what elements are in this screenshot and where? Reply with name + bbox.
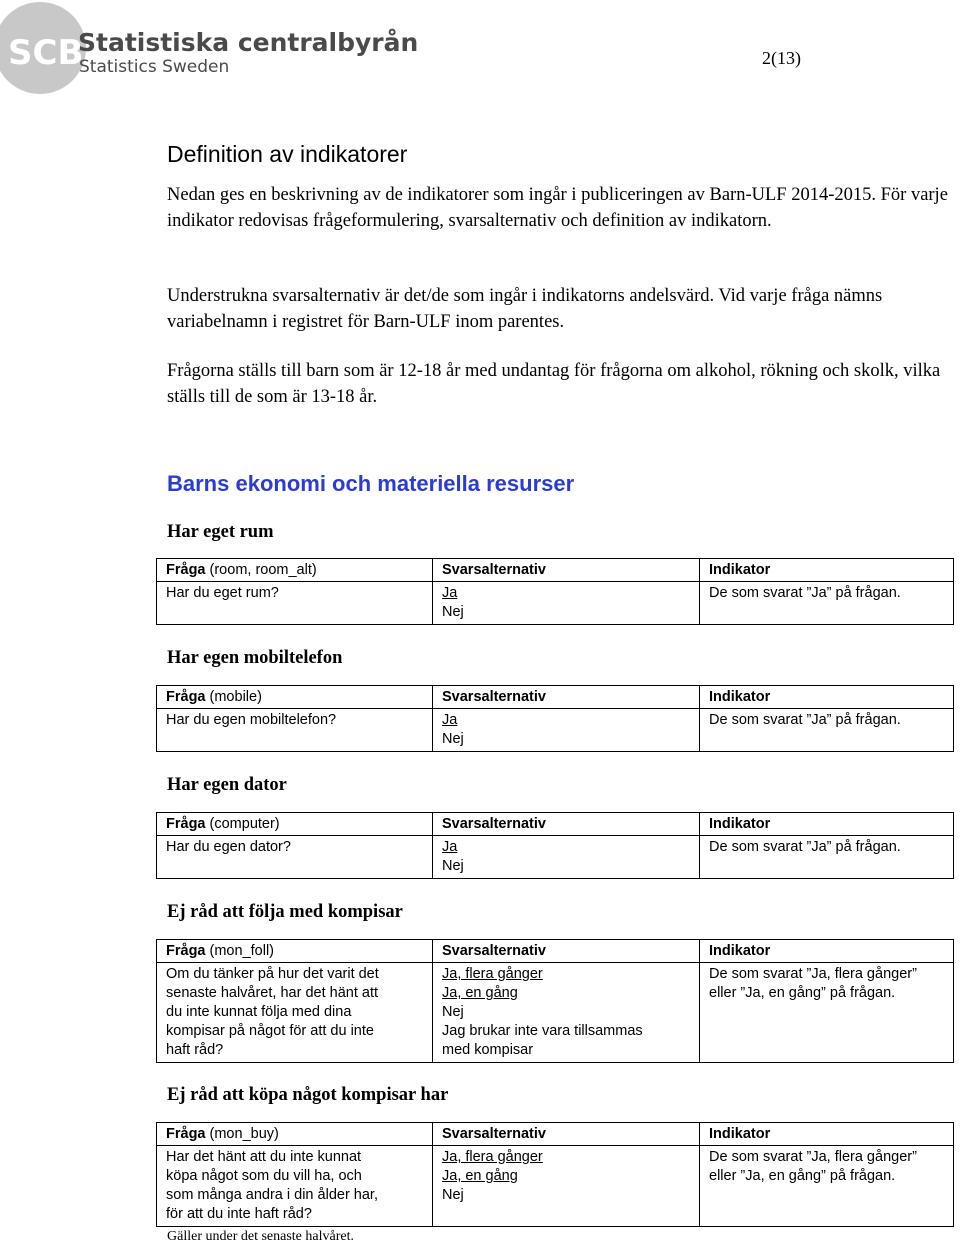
- indicator-title: Ej råd att följa med kompisar: [167, 902, 403, 922]
- header-indikator: Indikator: [700, 559, 954, 582]
- question-cell: Har du eget rum?: [157, 582, 433, 625]
- indicator-title: Har egen mobiltelefon: [167, 648, 343, 668]
- option: Nej: [442, 858, 464, 874]
- header-fraga: Fråga (room, room_alt): [157, 559, 433, 582]
- question-cell: Om du tänker på hur det varit det senaste halvåret, har det hänt att du inte kunnat följa med dina kompisar på något för att du inte haft råd?: [157, 963, 433, 1063]
- indicator-cell: De som svarat ”Ja” på frågan.: [700, 582, 954, 625]
- header-svarsalternativ: Svarsalternativ: [433, 686, 700, 709]
- intro-paragraph-2: Understrukna svarsalternativ är det/de som ingår i indikatorns andelsvärd. Vid varje fråga nämns variabelnamn i registret för Barn-ULF inom parentes.: [167, 286, 883, 332]
- page-heading: Definition av indikatorer: [167, 141, 408, 167]
- footnote: Gäller under det senaste halvåret.: [167, 1229, 354, 1244]
- page-number: 2(13): [762, 48, 801, 68]
- indicator-cell: De som svarat ”Ja, flera gånger” eller ”Ja, en gång” på frågan.: [700, 963, 954, 1063]
- indicator-cell: De som svarat ”Ja” på frågan.: [700, 836, 954, 879]
- indicator-cell: De som svarat ”Ja” på frågan.: [700, 709, 954, 752]
- header-fraga: Fråga (computer): [157, 813, 433, 836]
- scb-emblem-icon: [0, 0, 84, 100]
- indicator-table: [156, 685, 954, 752]
- options-cell: [433, 836, 700, 879]
- option: med kompisar: [442, 1042, 534, 1058]
- indicator-title: Har egen dator: [167, 775, 287, 795]
- header-fraga: Fråga (mobile): [157, 686, 433, 709]
- question-cell: Har det hänt att du inte kunnat köpa något som du vill ha, och som många andra i din ålder har, för att du inte haft råd?: [157, 1146, 433, 1227]
- intro-paragraph-1: Nedan ges en beskrivning av de indikatorer som ingår i publiceringen av Barn-ULF 2014-2015. För varje indikator redovisas frågeformulering, svarsalternativ och definition av indikatorn.: [167, 185, 948, 231]
- svg-text:SCB: SCB: [8, 33, 84, 73]
- option: Jag brukar inte vara tillsammas: [442, 1023, 643, 1039]
- logo-subtitle: Statistics Sweden: [79, 57, 230, 77]
- header-fraga: Fråga (mon_foll): [157, 940, 433, 963]
- option-underlined: Ja: [442, 712, 458, 728]
- header-indikator: Indikator: [700, 1123, 954, 1146]
- option-underlined: Ja, en gång: [442, 985, 518, 1001]
- option: Nej: [442, 731, 464, 747]
- header-svarsalternativ: Svarsalternativ: [433, 813, 700, 836]
- option-underlined: Ja, en gång: [442, 1168, 518, 1184]
- indicator-cell: De som svarat ”Ja, flera gånger” eller ”Ja, en gång” på frågan.: [700, 1146, 954, 1227]
- header-svarsalternativ: Svarsalternativ: [433, 940, 700, 963]
- option-underlined: Ja, flera gånger: [442, 966, 543, 982]
- question-cell: Har du egen dator?: [157, 836, 433, 879]
- header-svarsalternativ: Svarsalternativ: [433, 559, 700, 582]
- logo-title: Statistiska centralbyrån: [78, 28, 419, 57]
- option: Nej: [442, 1187, 464, 1203]
- header-fraga: Fråga (mon_buy): [157, 1123, 433, 1146]
- option-underlined: Ja: [442, 839, 458, 855]
- indicator-table: [156, 558, 954, 625]
- indicator-table: [156, 939, 954, 1063]
- option-underlined: Ja, flera gånger: [442, 1149, 543, 1165]
- indicator-table: [156, 812, 954, 879]
- options-cell: [433, 1146, 700, 1227]
- question-cell: Har du egen mobiltelefon?: [157, 709, 433, 752]
- header-svarsalternativ: Svarsalternativ: [433, 1123, 700, 1146]
- intro-paragraph-3: Frågorna ställs till barn som är 12-18 år med undantag för frågorna om alkohol, rökning och skolk, vilka ställs till de som är 13-18 år.: [167, 361, 941, 407]
- options-cell: [433, 963, 700, 1063]
- indicator-title: Har eget rum: [167, 522, 274, 542]
- indicator-title: Ej råd att köpa något kompisar har: [167, 1085, 449, 1105]
- options-cell: [433, 709, 700, 752]
- options-cell: [433, 582, 700, 625]
- option: Nej: [442, 604, 464, 620]
- header-indikator: Indikator: [700, 813, 954, 836]
- section-title: Barns ekonomi och materiella resurser: [167, 471, 575, 496]
- option-underlined: Ja: [442, 585, 458, 601]
- indicator-table: [156, 1122, 954, 1227]
- scb-logo: [0, 0, 420, 100]
- option: Nej: [442, 1004, 464, 1020]
- header-indikator: Indikator: [700, 686, 954, 709]
- header-indikator: Indikator: [700, 940, 954, 963]
